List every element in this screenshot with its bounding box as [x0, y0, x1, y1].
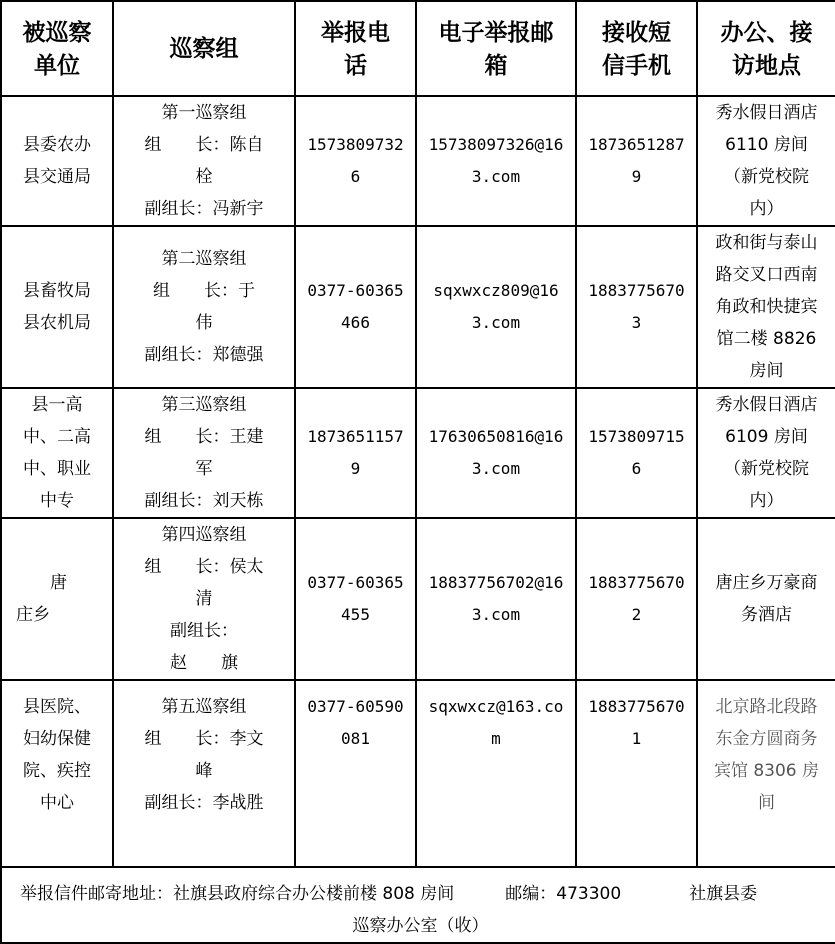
table-row	[1, 96, 835, 226]
address-line: 政和街与泰山	[715, 233, 818, 253]
address-line: 秀水假日酒店	[715, 103, 818, 123]
phone-line: 1873651157	[307, 427, 404, 446]
phone-line: 0377-60590	[307, 697, 404, 716]
unit-line: 庄乡	[16, 605, 50, 625]
unit-line: 县畜牧局	[23, 281, 91, 301]
phone-line: 455	[341, 605, 370, 624]
phone-line: 0377-60365	[307, 573, 404, 592]
phone-cell	[295, 388, 416, 518]
group-leader-cont: 栓	[195, 167, 213, 187]
footer-line-1: 举报信件邮寄地址：社旗县政府综合办公楼前楼 808 房间 邮编：473300 社旗县委	[20, 884, 758, 904]
header-text: 箱	[484, 51, 508, 79]
address-line: 6110 房间	[725, 135, 808, 155]
address-line: 间	[758, 793, 775, 813]
header-email	[416, 1, 576, 96]
group-deputy: 副组长：冯新宇	[144, 199, 264, 219]
group-leader: 组 长：陈自	[144, 135, 264, 155]
email-line: sqxwxcz@163.co	[428, 697, 564, 716]
email-line: 18837756702@16	[428, 573, 564, 592]
address-line: 唐庄乡万豪商	[715, 573, 818, 593]
group-leader: 组 长：李文	[144, 729, 264, 749]
unit-cell	[1, 680, 113, 867]
unit-cell	[1, 518, 113, 680]
sms-cell	[576, 226, 697, 388]
group-leader: 组 长：于	[153, 281, 255, 301]
table-row	[1, 226, 835, 388]
address-line: 路交叉口西南	[715, 265, 818, 285]
group-leader: 组 长：侯太	[144, 557, 264, 577]
email-line: 3.com	[471, 167, 521, 186]
sms-line: 1573809715	[588, 427, 685, 446]
phone-line: 466	[341, 313, 370, 332]
header-text: 单位	[34, 51, 80, 79]
group-deputy: 副组长：郑德强	[144, 345, 264, 365]
address-line: （新党校院	[724, 167, 809, 187]
email-line: m	[491, 729, 501, 748]
group-cell	[113, 226, 295, 388]
group-name: 第一巡察组	[161, 103, 247, 123]
sms-line: 9	[631, 167, 642, 186]
address-line: 房间	[749, 361, 784, 381]
email-cell	[416, 96, 576, 226]
phone-line: 0377-60365	[307, 281, 404, 300]
table-row	[1, 388, 835, 518]
address-cell	[697, 96, 835, 226]
sms-line: 1883775670	[588, 573, 685, 592]
table-row	[1, 518, 835, 680]
group-leader-cont: 伟	[195, 313, 213, 333]
email-cell	[416, 518, 576, 680]
unit-line: 中、二高	[23, 427, 91, 447]
group-cell	[113, 680, 295, 867]
unit-line: 县一高	[31, 395, 83, 415]
unit-cell	[1, 96, 113, 226]
sms-line: 1873651287	[588, 135, 685, 154]
group-leader-cont: 峰	[195, 761, 213, 781]
phone-line: 1573809732	[307, 135, 404, 154]
unit-line: 妇幼保健	[23, 729, 91, 749]
phone-cell	[295, 680, 416, 867]
address-cell	[697, 680, 835, 867]
sms-line: 1883775670	[588, 697, 685, 716]
header-text: 办公、接	[720, 18, 813, 46]
email-line: 15738097326@16	[428, 135, 564, 154]
unit-line: 县农机局	[23, 313, 91, 333]
address-cell	[697, 518, 835, 680]
email-cell	[416, 680, 576, 867]
header-text: 巡察组	[169, 35, 239, 62]
unit-line: 县委农办	[23, 135, 91, 155]
sms-cell	[576, 518, 697, 680]
address-line: 馆二楼 8826	[716, 329, 817, 349]
group-name: 第三巡察组	[161, 395, 247, 415]
header-group	[113, 1, 295, 96]
phone-cell	[295, 518, 416, 680]
header-sms	[576, 1, 697, 96]
header-text: 接收短	[602, 18, 671, 46]
header-text: 话	[344, 51, 367, 79]
address-line: 角政和快捷宾	[715, 297, 818, 317]
group-name: 第四巡察组	[161, 525, 247, 545]
group-deputy: 副组长：	[170, 621, 238, 641]
table-row	[1, 680, 835, 867]
group-leader: 组 长：王建	[144, 427, 264, 447]
group-deputy-cont: 赵 旗	[170, 653, 238, 673]
sms-line: 3	[631, 313, 642, 332]
email-line: 3.com	[471, 313, 521, 332]
email-line: sqxwxcz809@16	[433, 281, 559, 300]
phone-cell	[295, 96, 416, 226]
email-cell	[416, 388, 576, 518]
unit-line: 中、职业	[23, 459, 91, 479]
address-cell	[697, 388, 835, 518]
header-text: 信手机	[602, 51, 671, 79]
unit-line: 中专	[40, 491, 74, 511]
group-name: 第二巡察组	[161, 249, 247, 269]
address-line: 秀水假日酒店	[715, 395, 818, 415]
unit-cell	[1, 226, 113, 388]
header-text: 电子举报邮	[438, 18, 554, 46]
phone-line: 9	[350, 459, 361, 478]
sms-cell	[576, 680, 697, 867]
group-cell	[113, 518, 295, 680]
address-line: 北京路北段路	[715, 697, 818, 717]
address-line: 东金方圆商务	[715, 729, 818, 749]
sms-line: 2	[631, 605, 642, 624]
email-line: 3.com	[471, 459, 521, 478]
email-line: 3.com	[471, 605, 521, 624]
address-line: 务酒店	[741, 605, 792, 625]
phone-line: 6	[350, 167, 361, 186]
sms-line: 6	[631, 459, 642, 478]
sms-cell	[576, 388, 697, 518]
group-cell	[113, 96, 295, 226]
email-cell	[416, 226, 576, 388]
header-unit	[1, 1, 113, 96]
header-text: 举报电	[321, 18, 390, 46]
address-line: 宾馆 8306 房	[713, 761, 820, 781]
header-address	[697, 1, 835, 96]
sms-line: 1	[631, 729, 642, 748]
footer-row	[1, 867, 835, 943]
phone-line: 081	[341, 729, 370, 748]
mailing-address-note	[1, 867, 835, 943]
phone-cell	[295, 226, 416, 388]
group-leader-cont: 军	[195, 459, 213, 479]
header-text: 访地点	[732, 51, 801, 79]
group-deputy: 副组长：李战胜	[144, 793, 264, 813]
address-line: 6109 房间	[725, 427, 808, 447]
header-phone	[295, 1, 416, 96]
group-deputy: 副组长：刘天栋	[144, 491, 264, 511]
unit-line: 县医院、	[23, 697, 91, 717]
group-leader-cont: 清	[195, 589, 213, 609]
sms-cell	[576, 96, 697, 226]
group-cell	[113, 388, 295, 518]
unit-line: 县交通局	[23, 167, 91, 187]
address-line: 内）	[749, 199, 784, 219]
sms-line: 1883775670	[588, 281, 685, 300]
group-name: 第五巡察组	[161, 697, 247, 717]
unit-line: 中心	[40, 793, 74, 813]
address-line: （新党校院	[724, 459, 809, 479]
email-line: 17630650816@16	[428, 427, 564, 446]
unit-line: 唐	[16, 573, 67, 593]
address-line: 内）	[749, 491, 784, 511]
unit-cell	[1, 388, 113, 518]
header-row	[1, 1, 835, 96]
address-cell	[697, 226, 835, 388]
header-text: 被巡察	[22, 18, 92, 46]
footer-line-2: 巡察办公室（收）	[352, 916, 489, 936]
unit-line: 院、疾控	[23, 761, 91, 781]
